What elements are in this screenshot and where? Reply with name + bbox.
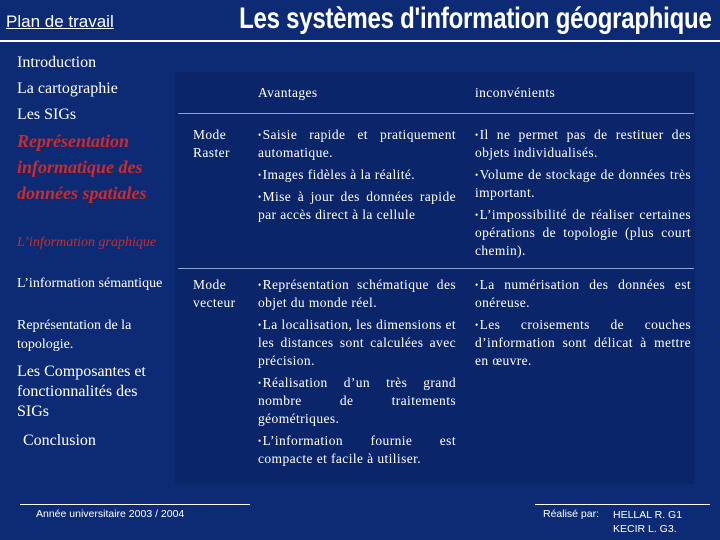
footer-authors bbox=[613, 508, 682, 536]
list-item: •Mise à jour des données rapide par accès direct à la cellule bbox=[258, 189, 456, 222]
footer-divider-left bbox=[20, 504, 250, 505]
row-label-raster: Mode Raster bbox=[193, 127, 230, 160]
list-item: •Volume de stockage de données très important. bbox=[475, 167, 691, 200]
raster-advantages bbox=[258, 126, 456, 224]
list-item: •Les croisements de couches d’information sont délicat à mettre en œuvre. bbox=[475, 317, 691, 368]
table-header-advantages: Avantages bbox=[258, 85, 318, 100]
sidebar-item-information-graphique[interactable]: L’information graphique bbox=[17, 235, 157, 250]
header-divider bbox=[0, 40, 720, 42]
sidebar-item-information-semantique[interactable]: L’information sémantique bbox=[17, 276, 163, 291]
table-row-divider bbox=[178, 268, 694, 269]
list-item: •Images fidèles à la réalité. bbox=[258, 167, 416, 182]
sidebar-item-representation-active[interactable]: Représentation informatique des données spatiales bbox=[17, 131, 147, 203]
sidebar-item-introduction[interactable]: Introduction bbox=[17, 54, 97, 71]
table-header-drawbacks: inconvénients bbox=[475, 85, 556, 100]
list-item: •Réalisation d’un très grand nombre de traitements géométriques. bbox=[258, 375, 456, 426]
author-1: HELLAL R. G1 bbox=[613, 509, 683, 521]
footer-year: Année universitaire 2003 / 2004 bbox=[36, 508, 185, 520]
page-title: Les systèmes d'information géographique bbox=[239, 2, 712, 35]
vecteur-drawbacks bbox=[475, 276, 691, 370]
list-item: •La localisation, les dimensions et les distances sont calculées avec précision. bbox=[258, 317, 456, 368]
footer-divider-right bbox=[535, 504, 710, 505]
list-item: •La numérisation des données est onéreuse. bbox=[475, 277, 691, 310]
author-2: KECIR L. G3. bbox=[613, 523, 677, 535]
table-header-divider bbox=[178, 113, 694, 114]
section-title: Plan de travail bbox=[6, 12, 114, 31]
list-item: •L’information fournie est compacte et facile à utiliser. bbox=[258, 433, 456, 466]
list-item: •L’impossibilité de réaliser certaines opérations de topologie (plus court chemin). bbox=[475, 207, 691, 258]
list-item: •Saisie rapide et pratiquement automatique. bbox=[258, 127, 456, 160]
sidebar-item-cartographie[interactable]: La cartographie bbox=[17, 80, 118, 97]
sidebar-item-composantes[interactable]: Les Composantes et fonctionnalités des SIGs bbox=[17, 363, 146, 420]
row-label-vecteur: Mode vecteur bbox=[193, 277, 236, 310]
footer-made-by-label: Réalisé par: bbox=[543, 508, 600, 520]
raster-drawbacks bbox=[475, 126, 691, 260]
sidebar-item-conclusion[interactable]: Conclusion bbox=[23, 432, 96, 449]
list-item: •Il ne permet pas de restituer des objets individualisés. bbox=[475, 127, 691, 160]
list-item: •Représentation schématique des objet du monde réel. bbox=[258, 277, 456, 310]
sidebar-item-topologie[interactable]: Représentation de la topologie. bbox=[17, 318, 132, 352]
vecteur-advantages bbox=[258, 276, 456, 468]
sidebar-item-sigs[interactable]: Les SIGs bbox=[17, 106, 77, 123]
